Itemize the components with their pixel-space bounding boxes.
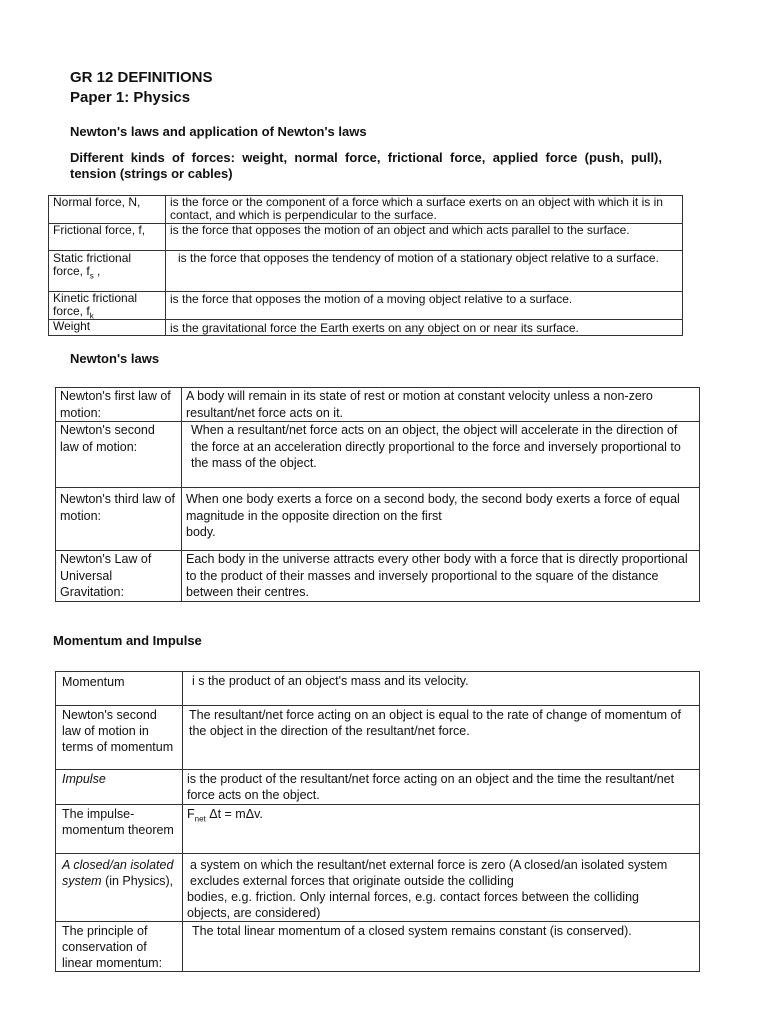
term-cell: Newton's second law of motion in terms of momentum [56, 706, 183, 770]
term-cell [56, 854, 183, 922]
term-cell: Newton's Law of Universal Gravitation: [56, 551, 182, 602]
definition-cell: is the force or the component of a force which a surface exerts on an object with which it is in contact, and which is perpendicular to the surface. [166, 196, 683, 224]
term-subscript: s [89, 271, 94, 281]
momentum-impulse-table [55, 671, 700, 972]
term-cell: Newton's first law of motion: [56, 388, 182, 422]
term-italic: A closed/an isolated system [62, 858, 174, 888]
definition-cell [183, 805, 700, 854]
table-row [56, 672, 700, 706]
definition-cell: is the product of the resultant/net force acting on an object and the time the resultant/net force acts on the object. [183, 770, 700, 805]
term-main: Kinetic frictional force, f [53, 291, 138, 318]
term-cell: The impulse-momentum theorem [56, 805, 183, 854]
term-tail: , [93, 264, 101, 278]
section-heading-newton-applications: Newton's laws and application of Newton's laws [70, 124, 367, 139]
table-row [56, 388, 700, 422]
term-cell: Momentum [56, 672, 183, 706]
table-row [49, 251, 683, 292]
definition-cell: The resultant/net force acting on an object is equal to the rate of change of momentum of the object in the direction of the resultant/net force. [183, 706, 700, 770]
term-cell: Impulse [56, 770, 183, 805]
term-cell: Newton's third law of motion: [56, 488, 182, 551]
definition-cell: i s the product of an object's mass and its velocity. [183, 672, 700, 706]
table-row [56, 488, 700, 551]
definition-text-end: bodies, e.g. friction. Only internal forces, e.g. contact forces between the colliding objects, are considered) [187, 890, 639, 920]
table-row [49, 320, 683, 336]
formula-subscript: net [194, 814, 206, 824]
definition-text-end: body. [186, 525, 216, 539]
definition-cell: is the force that opposes the motion of an object and which acts parallel to the surface. [166, 224, 683, 251]
definition-cell: is the force that opposes the motion of a moving object relative to a surface. [166, 292, 683, 320]
term-cell: Newton's second law of motion: [56, 422, 182, 488]
definition-cell: The total linear momentum of a closed system remains constant (is conserved). [183, 922, 700, 972]
table-row [56, 854, 700, 922]
table-row [49, 292, 683, 320]
term-cell: Normal force, N, [49, 196, 166, 224]
document-title: GR 12 DEFINITIONS [70, 69, 213, 86]
term-cell: Weight [49, 320, 166, 336]
table-row [56, 706, 700, 770]
term-cell: The principle of conservation of linear momentum: [56, 922, 183, 972]
term-tail: (in Physics), [101, 874, 174, 888]
definition-text: When one body exerts a force on a second body, the second body exerts a force of equal magnitude in the opposite direction on the first [186, 492, 680, 523]
document-subtitle: Paper 1: Physics [70, 89, 191, 106]
table-row [49, 196, 683, 224]
formula-tail: Δt = mΔv. [205, 807, 263, 821]
definition-cell [182, 488, 700, 551]
table-row [56, 770, 700, 805]
term-main: Static frictional force, f [53, 251, 132, 278]
newtons-laws-table [55, 387, 700, 602]
term-cell [49, 251, 166, 292]
term-cell [49, 292, 166, 320]
table-row [56, 551, 700, 602]
definition-cell: When a resultant/net force acts on an object, the object will accelerate in the direction of the force at an acceleration directly proportional to the force and inversely proportional to the mass of the object. [182, 422, 700, 488]
term-subscript: k [89, 311, 94, 321]
definition-cell: is the force that opposes the tendency of motion of a stationary object relative to a surface. [166, 251, 683, 292]
definition-cell: A body will remain in its state of rest or motion at constant velocity unless a non-zero resultant/net force acts on it. [182, 388, 700, 422]
forces-definitions-table [48, 195, 683, 336]
table-row [56, 922, 700, 972]
definition-cell: Each body in the universe attracts every other body with a force that is directly proportional to the product of their masses and inversely proportional to the square of the distance between their centres. [182, 551, 700, 602]
section-heading-newtons-laws: Newton's laws [70, 351, 160, 366]
term-cell: Frictional force, f, [49, 224, 166, 251]
table-row [56, 805, 700, 854]
table-row [56, 422, 700, 488]
formula-main: F [187, 807, 195, 821]
definition-text: a system on which the resultant/net external force is zero (A closed/an isolated system excludes external forces that originate outside the colliding [190, 858, 668, 888]
table-row [49, 224, 683, 251]
definition-cell [183, 854, 700, 922]
definition-cell: is the gravitational force the Earth exerts on any object on or near its surface. [166, 320, 683, 336]
section-heading-momentum: Momentum and Impulse [53, 633, 202, 648]
kinds-of-forces-text: Different kinds of forces: weight, normal force, frictional force, applied force (push, pull), tension (strings or cables) [70, 150, 662, 181]
